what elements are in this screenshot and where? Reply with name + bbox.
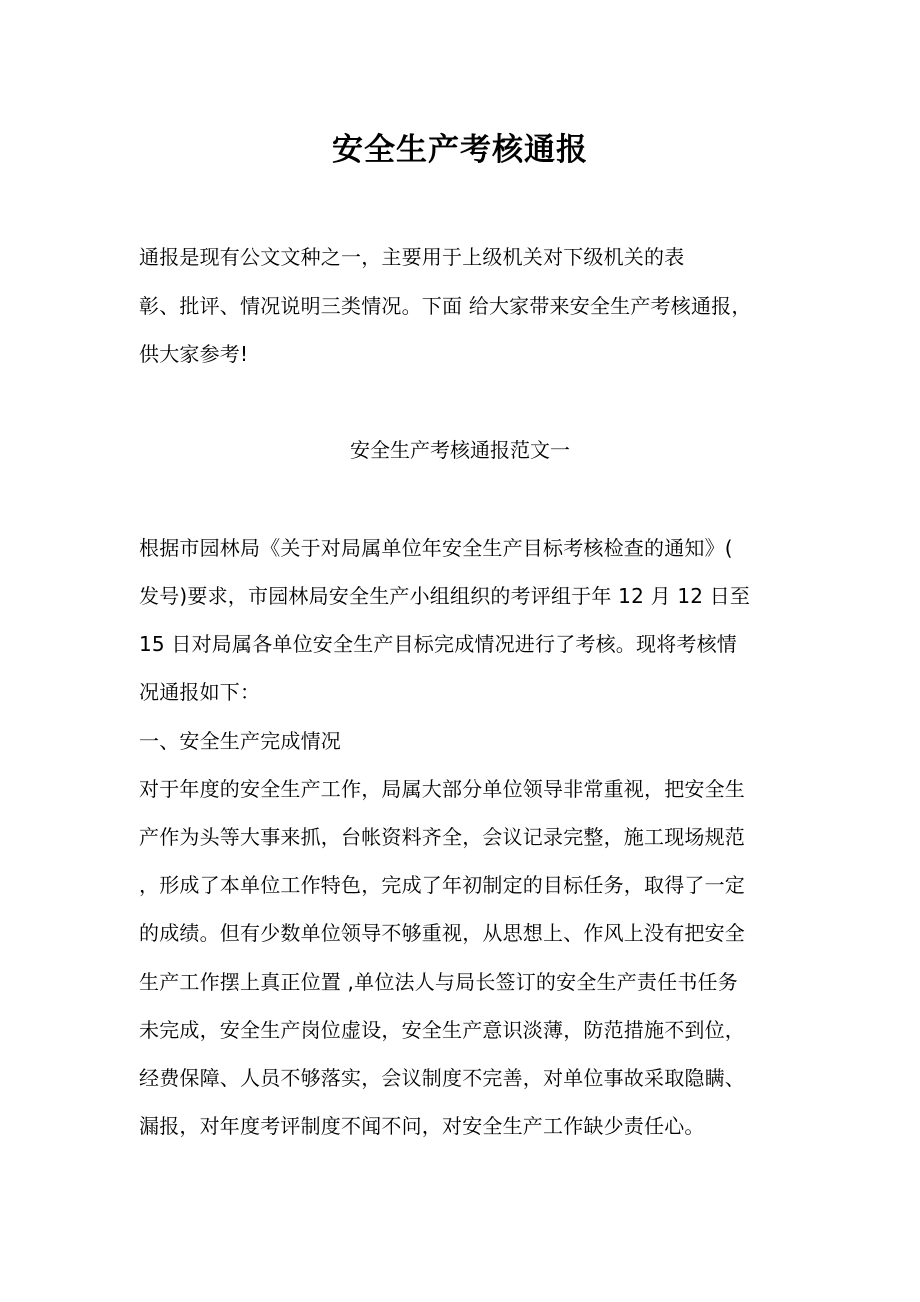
intro-line-1: 通报是现有公文文种之一，主要用于上级机关对下级机关的表 — [139, 245, 685, 269]
body-line-8: ，形成了本单位工作特色，完成了年初制定的目标任务，取得了一定 — [139, 873, 745, 897]
body-line-6: 对于年度的安全生产工作，局属大部分单位领导非常重视，把安全生 — [139, 777, 745, 801]
document-title: 安全生产考核通报 — [332, 132, 588, 168]
body-line-13: 漏报，对年度考评制度不闻不问，对安全生产工作缺少责任心。 — [139, 1114, 705, 1138]
body-line-11: 未完成，安全生产岗位虚设，安全生产意识淡薄，防范措施不到位， — [139, 1018, 745, 1042]
body-line-12: 经费保障、人员不够落实，会议制度不完善，对单位事故采取隐瞒、 — [139, 1066, 745, 1090]
body-line-10: 生产工作摆上真正位置 ,单位法人与局长签订的安全生产责任书任务 — [139, 970, 738, 994]
intro-line-2: 彰、批评、情况说明三类情况。下面 给大家带来安全生产考核通报， — [139, 294, 752, 318]
body-line-3: 15 日对局属各单位安全生产目标完成情况进行了考核。现将考核情 — [139, 632, 738, 656]
section-heading-1: 一、安全生产完成情况 — [139, 729, 341, 753]
intro-line-3: 供大家参考! — [139, 342, 249, 366]
section-title: 安全生产考核通报范文一 — [350, 438, 570, 462]
body-line-1: 根据市园林局《关于对局属单位年安全生产目标考核检查的通知》( — [139, 536, 733, 560]
body-line-9: 的成绩。但有少数单位领导不够重视，从思想上、作风上没有把安全 — [139, 921, 745, 945]
body-line-7: 产作为头等大事来抓，台帐资料齐全，会议记录完整，施工现场规范 — [139, 825, 745, 849]
body-line-2: 发号)要求，市园林局安全生产小组组织的考评组于年 12 月 12 日至 — [139, 584, 751, 608]
body-line-4: 况通报如下： — [139, 680, 261, 704]
